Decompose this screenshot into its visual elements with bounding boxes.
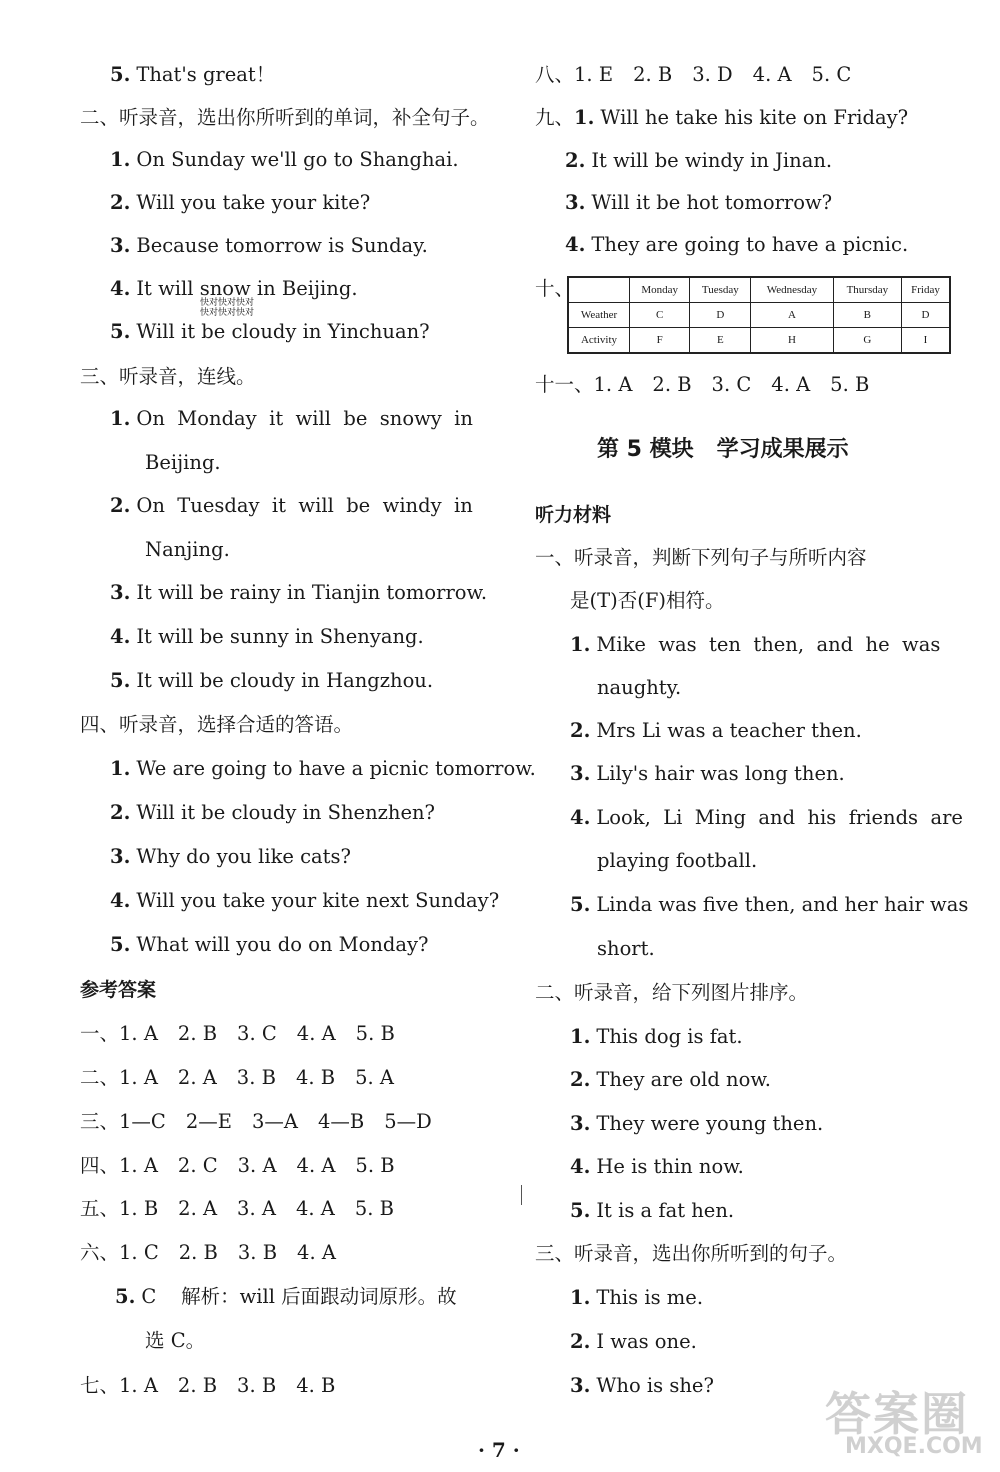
list-item: 3. Lily's hair was long then. (570, 762, 845, 785)
table-cell (568, 277, 630, 303)
answer-row: 四、1. A 2. C 3. A 4. A 5. B (80, 1154, 395, 1177)
section-title-continuation: 是(T)否(F)相符。 (570, 589, 725, 612)
list-item: 5. What will you do on Monday? (110, 933, 429, 956)
table-cell: Thursday (833, 277, 901, 303)
list-item: 3. They were young then. (570, 1112, 824, 1135)
table-cell: D (690, 303, 751, 328)
list-item: 3. Who is she? (570, 1374, 714, 1397)
table-header-row (568, 277, 950, 303)
table-row (568, 328, 950, 354)
table-cell: E (690, 328, 751, 354)
list-item-continuation: naughty. (597, 676, 682, 699)
list-item: 3. Why do you like cats? (110, 845, 351, 868)
answer-row: 七、1. A 2. B 3. B 4. B (80, 1374, 336, 1397)
list-item: 2. Mrs Li was a teacher then. (570, 719, 862, 742)
answer-explanation-continuation: 选 C。 (145, 1329, 206, 1352)
list-item: 5. It will be cloudy in Hangzhou. (110, 669, 434, 692)
section-title: 二、听录音，给下列图片排序。 (535, 981, 809, 1004)
module-title: 第 5 模块 学习成果展示 (597, 437, 849, 462)
list-item: 1. On Sunday we'll go to Shanghai. (110, 148, 459, 171)
table-cell: H (751, 328, 834, 354)
list-item: 1. On Monday it will be snowy in (110, 407, 473, 430)
table-cell: I (901, 328, 950, 354)
table-cell: F (630, 328, 690, 354)
watermark-url: MXQE.COM (845, 1434, 983, 1459)
column-divider-mark (521, 1185, 522, 1205)
table-cell: Wednesday (751, 277, 834, 303)
section-title: 四、听录音，选择合适的答语。 (80, 713, 354, 736)
section-title: 三、听录音，连线。 (80, 365, 256, 388)
list-item-continuation: Nanjing. (145, 538, 230, 561)
table-cell: C (630, 303, 690, 328)
answer-row: 五、1. B 2. A 3. A 4. A 5. B (80, 1197, 394, 1220)
answer-row: 六、1. C 2. B 3. B 4. A (80, 1241, 336, 1264)
list-item: 2. Will you take your kite? (110, 191, 371, 214)
list-item: 1. This dog is fat. (570, 1025, 743, 1048)
list-item: 1. We are going to have a picnic tomorrow. (110, 757, 536, 780)
list-item-continuation: short. (597, 937, 655, 960)
answer-row: 三、1—C 2—E 3—A 4—B 5—D (80, 1110, 432, 1133)
list-item: 5. It is a fat hen. (570, 1199, 735, 1222)
list-item: 4. It will be sunny in Shenyang. (110, 625, 424, 648)
list-item: 2. On Tuesday it will be windy in (110, 494, 473, 517)
weather-activity-table (567, 276, 951, 354)
list-item: 九、1. Will he take his kite on Friday? (535, 106, 909, 129)
table-cell: Friday (901, 277, 950, 303)
section-label: 十、 (535, 277, 575, 300)
page-number: · 7 · (478, 1438, 520, 1462)
watermark-text: 答案圈 (825, 1387, 969, 1441)
list-item: 3. Because tomorrow is Sunday. (110, 234, 428, 257)
listening-heading: 听力材料 (535, 504, 612, 526)
watermark-logo (815, 1378, 990, 1468)
table-cell: A (751, 303, 834, 328)
list-item-continuation: playing football. (597, 849, 758, 872)
list-item: 3. Will it be hot tomorrow? (565, 191, 833, 214)
list-item: 4. Look, Li Ming and his friends are (570, 806, 963, 829)
list-item: 3. It will be rainy in Tianjin tomorrow. (110, 581, 488, 604)
answer-explanation: 5. C 解析：will 后面跟动词原形。故 (115, 1285, 457, 1308)
list-item: 4. It will snow in Beijing. (110, 277, 358, 300)
table-cell: Activity (568, 328, 630, 354)
answer-row: 二、1. A 2. A 3. B 4. B 5. A (80, 1066, 394, 1089)
table-cell: Weather (568, 303, 630, 328)
list-item: 5. That's great！ (110, 63, 276, 86)
list-item: 1. This is me. (570, 1286, 704, 1309)
table-row (568, 303, 950, 328)
list-item: 4. He is thin now. (570, 1155, 744, 1178)
list-item: 5. Linda was five then, and her hair was (570, 893, 969, 916)
answer-row: 十一、1. A 2. B 3. C 4. A 5. B (535, 373, 870, 396)
list-item: 4. Will you take your kite next Sunday? (110, 889, 500, 912)
section-title: 一、听录音，判断下列句子与所听内容 (535, 546, 867, 569)
answer-row: 八、1. E 2. B 3. D 4. A 5. C (535, 63, 852, 86)
table-cell: Tuesday (690, 277, 751, 303)
list-item: 4. They are going to have a picnic. (565, 233, 909, 256)
table-cell: B (833, 303, 901, 328)
list-item-continuation: Beijing. (145, 451, 221, 474)
answers-heading: 参考答案 (80, 979, 157, 1001)
list-item: 2. Will it be cloudy in Shenzhen? (110, 801, 436, 824)
handwritten-scribble: 快对快对快对 快对快对快对 (200, 298, 255, 318)
section-title: 二、听录音，选出你所听到的单词，补全句子。 (80, 106, 490, 129)
list-item: 5. Will it be cloudy in Yinchuan? (110, 320, 430, 343)
table-cell: Monday (630, 277, 690, 303)
section-title: 三、听录音，选出你所听到的句子。 (535, 1242, 848, 1265)
answer-row: 一、1. A 2. B 3. C 4. A 5. B (80, 1022, 395, 1045)
list-item: 2. It will be windy in Jinan. (565, 149, 833, 172)
table-cell: D (901, 303, 950, 328)
list-item: 2. They are old now. (570, 1068, 771, 1091)
list-item: 2. I was one. (570, 1330, 697, 1353)
list-item: 1. Mike was ten then, and he was (570, 633, 941, 656)
table-cell: G (833, 328, 901, 354)
